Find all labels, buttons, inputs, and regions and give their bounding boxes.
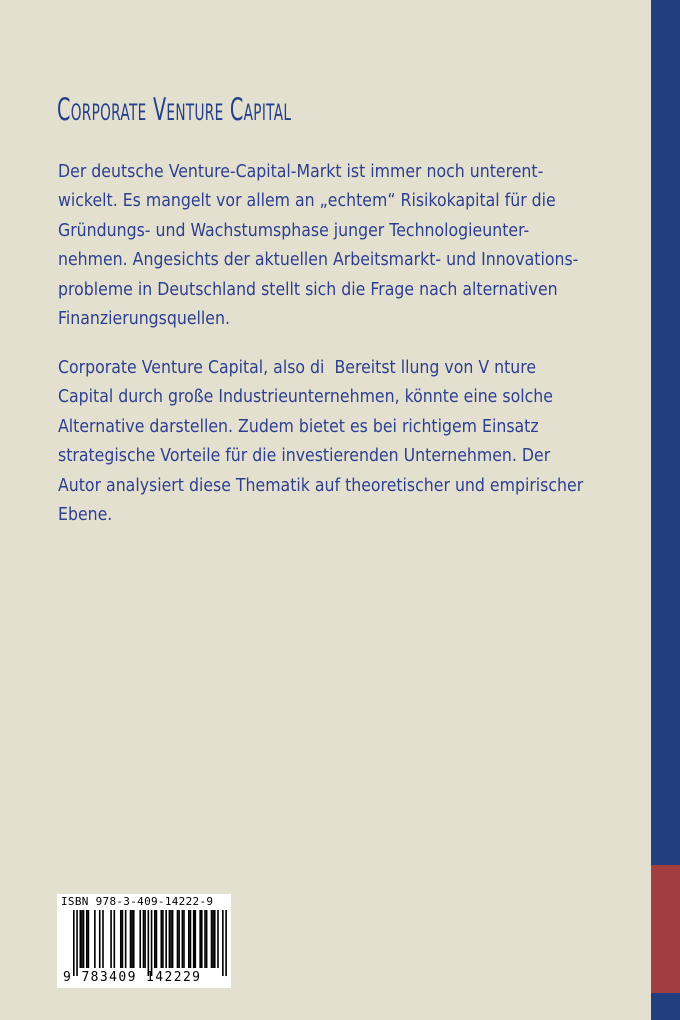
barcode-bar [204, 910, 206, 968]
barcode-bar [131, 910, 133, 968]
barcode-bar [99, 910, 101, 968]
barcode-bar [188, 910, 190, 968]
barcode-bar [170, 910, 172, 968]
barcode-bar [182, 910, 184, 968]
blurb-line: nehmen. Angesichts der aktuellen Arbeitsmarkt- und Innovations- [58, 249, 579, 271]
isbn-label: ISBN 978-3-409-14222-9 [61, 895, 214, 908]
ean-digits: 9 783409 142229 [63, 970, 202, 985]
blurb-line: Autor analysiert diese Thematik auf theoretischer und empirischer [58, 474, 584, 496]
barcode-bar [114, 910, 116, 968]
barcode-bar [222, 910, 224, 976]
isbn-barcode [57, 894, 231, 988]
barcode-bar [169, 910, 171, 968]
barcode-bar [88, 910, 90, 968]
barcode-bar [212, 910, 214, 968]
barcode-bar [178, 910, 180, 968]
barcode-bar [76, 910, 78, 976]
barcode-bar [122, 910, 124, 968]
barcode-bar [139, 910, 141, 968]
barcode-bar [201, 910, 203, 968]
barcode-bar [183, 910, 185, 968]
barcode-bar [195, 910, 197, 968]
blurb-line: Corporate Venture Capital, also di Bereitst llung von V nture [58, 357, 537, 378]
barcode-bar [160, 910, 162, 968]
barcode-bar [86, 910, 88, 968]
barcode-bar [172, 910, 174, 968]
barcode-bar [211, 910, 213, 968]
barcode-bar [154, 910, 156, 968]
blurb-line: Gründungs- und Wachstumsphase junger Technologieunter- [58, 219, 530, 241]
blurb-line: probleme in Deutschland stellt sich die Frage nach alternativen [58, 278, 558, 300]
barcode-bar [120, 910, 122, 968]
barcode-bar [156, 910, 158, 968]
barcode-bar [130, 910, 132, 968]
barcode-bar [110, 910, 112, 968]
barcode-bar [102, 910, 104, 968]
barcode-bar [214, 910, 216, 968]
barcode-bar [79, 910, 81, 968]
spine-blue-stripe-bottom [651, 993, 680, 1020]
barcode-bar [151, 910, 153, 976]
barcode-bar [193, 910, 195, 968]
barcode-bar [81, 910, 83, 968]
barcode-bar [190, 910, 192, 968]
blurb-paragraph-1 [58, 157, 653, 333]
barcode-bar [225, 910, 227, 976]
blurb-line: wickelt. Es mangelt vor allem an „echtem“ Risikokapital für die [58, 190, 556, 212]
barcode-bar [217, 910, 219, 968]
barcode-bar [133, 910, 135, 968]
blurb-line: Alternative darstellen. Zudem bietet es bei richtigem Einsatz [58, 415, 539, 437]
barcode-bar [177, 910, 179, 968]
blurb-line: Der deutsche Venture-Capital-Markt ist immer noch unterent- [58, 161, 544, 182]
barcode-bar [199, 910, 201, 968]
blurb-line: Capital durch große Industrieunternehmen, könnte eine solche [58, 386, 553, 408]
blurb-line: Ebene. [58, 504, 113, 526]
barcode-bar [162, 910, 164, 968]
barcode-bar [144, 910, 146, 968]
barcode-bar [165, 910, 167, 968]
barcode-bar [206, 910, 208, 968]
barcode-bar [83, 910, 85, 968]
barcode-bar [73, 910, 75, 976]
barcode-bar [125, 910, 127, 968]
blurb-line: strategische Vorteile für die investierenden Unternehmen. Der [58, 445, 551, 467]
barcode-bar [143, 910, 145, 968]
barcode-bar [94, 910, 96, 968]
barcode-bar [148, 910, 150, 976]
blurb-line: Finanzierungsquellen. [58, 308, 230, 330]
book-title: Corporate Venture Capital [57, 92, 292, 128]
blurb-paragraph-2 [58, 353, 658, 529]
spine-red-stripe [651, 865, 680, 993]
